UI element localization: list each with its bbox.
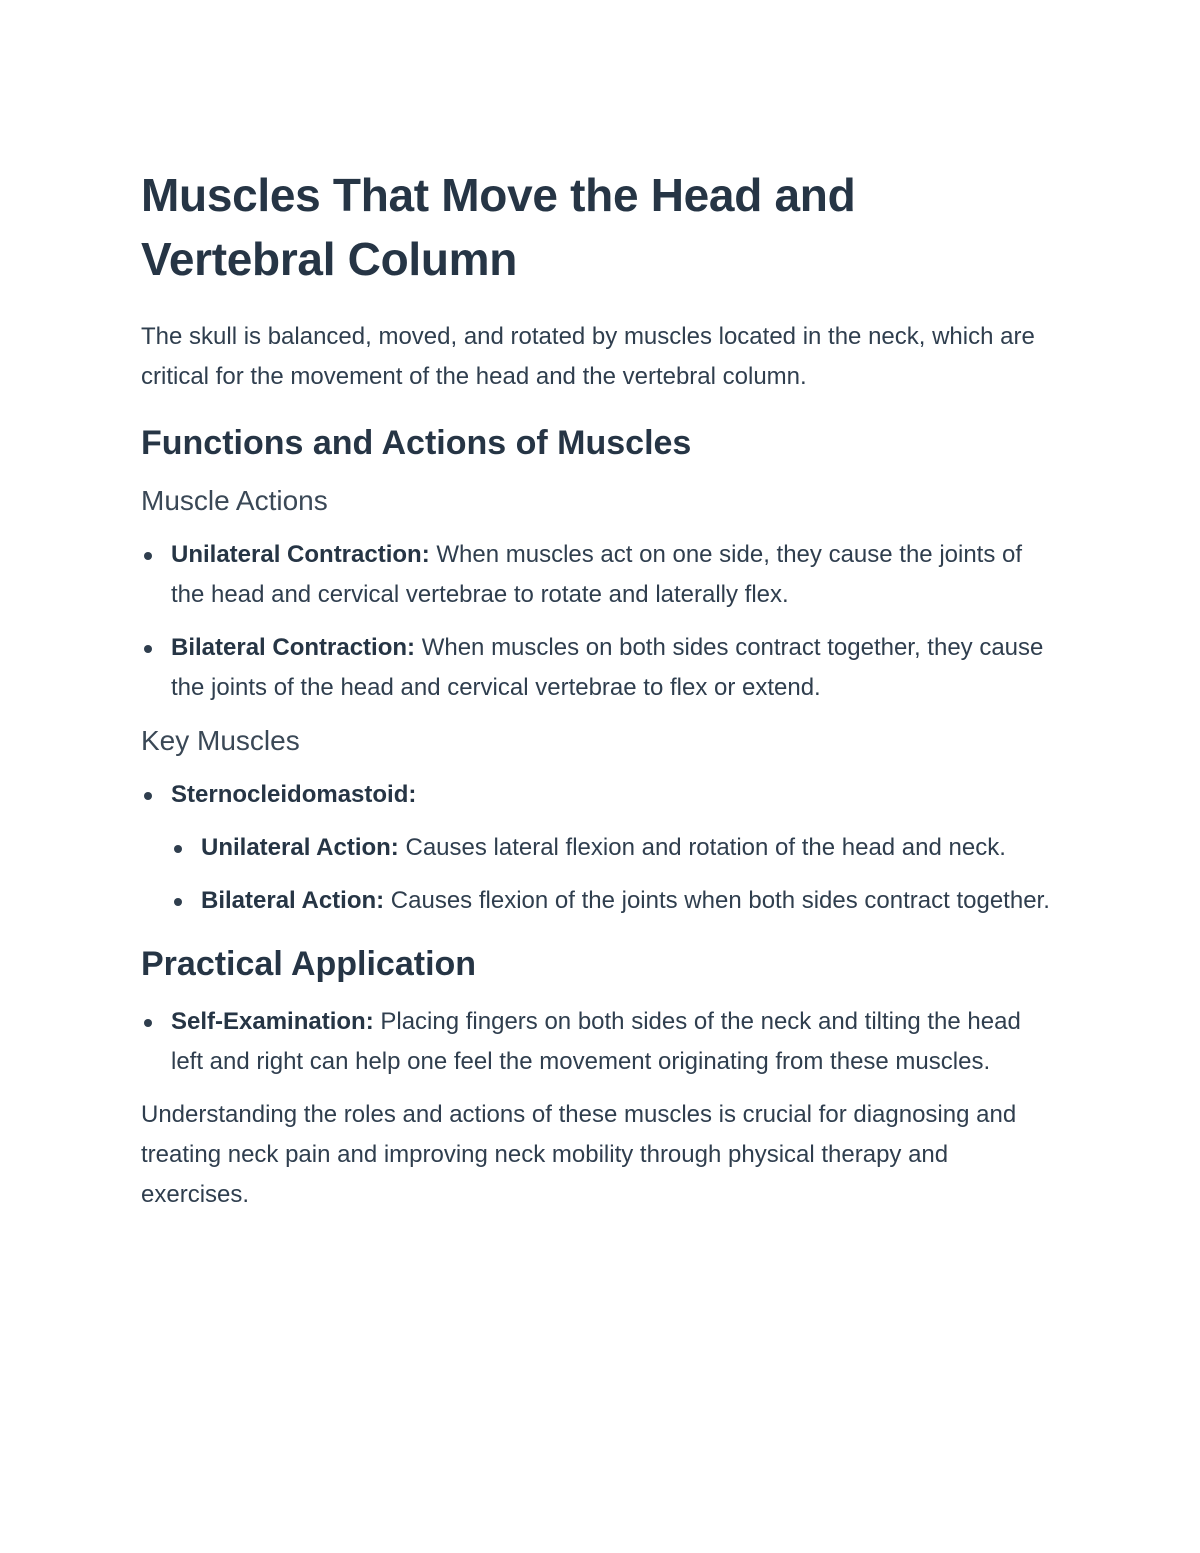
list-item-term: Unilateral Action:: [201, 834, 399, 861]
page-title: Muscles That Move the Head and Vertebral Column: [141, 169, 856, 285]
subheading-muscle-actions: Muscle Actions: [141, 485, 328, 516]
list-item-text: Placing fingers on both sides of the neck and tilting the head left and right can help one feel the movement originating from these muscles.: [171, 1008, 1021, 1075]
list-item-text: When muscles on both sides contract together, they cause the joints of the head and cervical vertebrae to flex or extend.: [171, 634, 1044, 701]
list-item: [141, 1002, 1050, 1082]
subheading-key-muscles: Key Muscles: [141, 725, 300, 756]
list-item-text: Causes lateral flexion and rotation of the head and neck.: [398, 834, 1006, 861]
section-heading-practical: Practical Application: [141, 945, 477, 983]
list-item-term: Sternocleidomastoid:: [171, 781, 417, 808]
list-item-text: When muscles act on one side, they cause the joints of the head and cervical vertebrae to rotate and laterally flex.: [171, 541, 1023, 608]
list-item-term: Unilateral Contraction:: [171, 541, 430, 568]
list-item: [141, 775, 1050, 921]
list-item-term: Self-Examination:: [171, 1008, 374, 1035]
list-item: [171, 881, 1050, 921]
intro-paragraph: The skull is balanced, moved, and rotated by muscles located in the neck, which are critical for the movement of the head and the vertebral column.: [141, 323, 1035, 390]
practical-list: [141, 1002, 1050, 1082]
list-item-term: Bilateral Contraction:: [171, 634, 416, 661]
key-muscles-list: [141, 775, 1050, 921]
section-heading-functions: Functions and Actions of Muscles: [141, 424, 692, 462]
list-item: [141, 535, 1050, 615]
sternocleidomastoid-actions-list: [171, 828, 1050, 921]
list-item: [141, 628, 1050, 708]
list-item-text: Causes flexion of the joints when both sides contract together.: [384, 887, 1050, 914]
list-item: [171, 828, 1050, 868]
muscle-actions-list: [141, 535, 1050, 708]
conclusion-paragraph: Understanding the roles and actions of these muscles is crucial for diagnosing and treating neck pain and improving neck mobility through physical therapy and exercises.: [141, 1101, 1017, 1208]
list-item-term: Bilateral Action:: [201, 887, 385, 914]
